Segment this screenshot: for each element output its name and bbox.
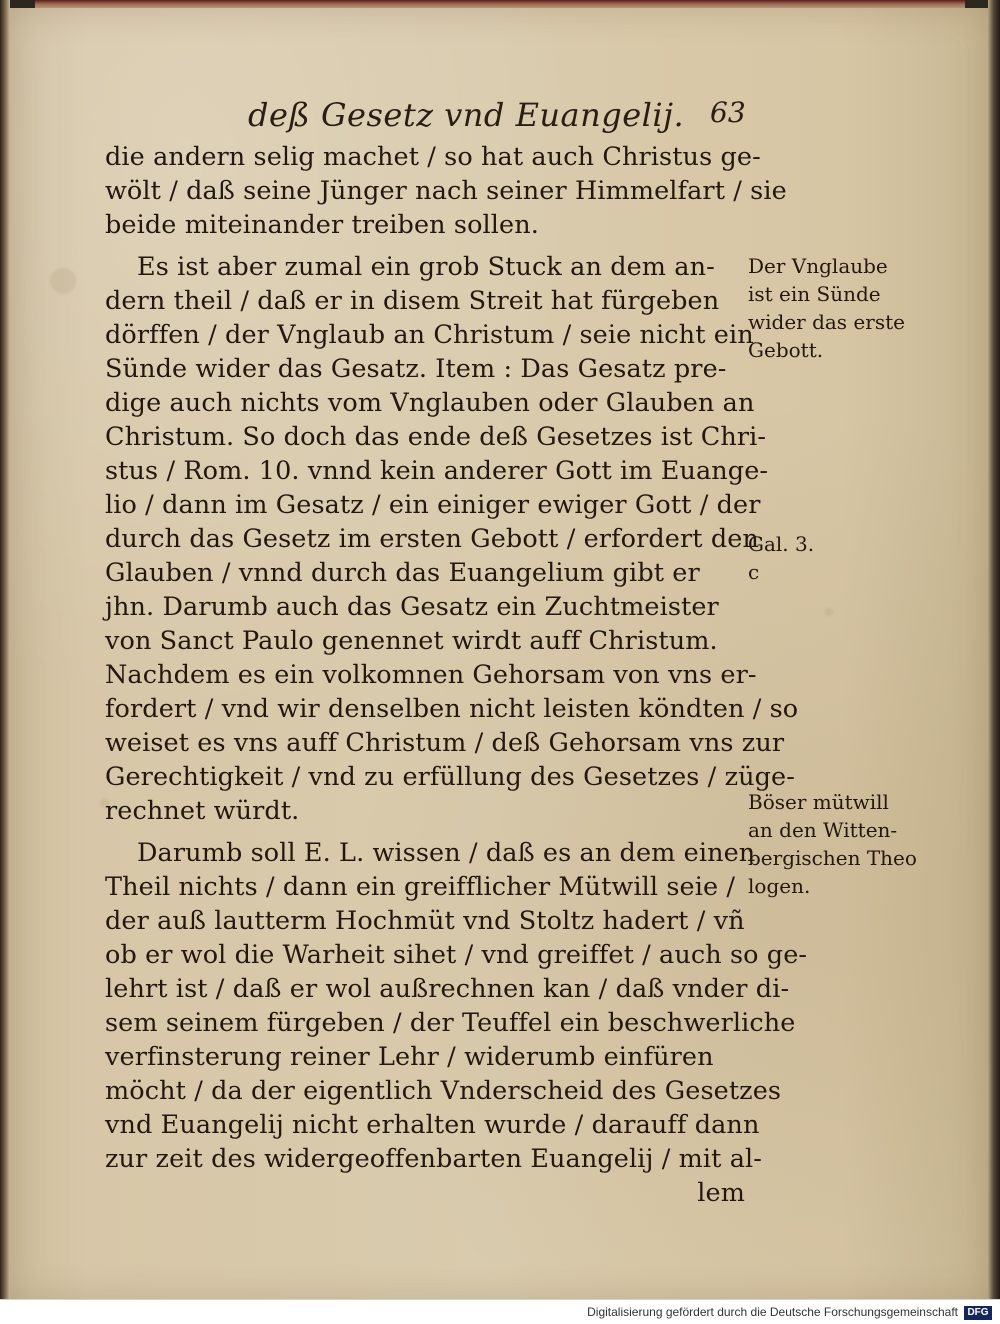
page-number: 63 xyxy=(710,96,746,129)
book-right-edge xyxy=(988,0,1000,1324)
text-line: weiset es vns auff Christum / deß Gehorsam vns zur xyxy=(105,728,785,758)
funding-credit: Digitalisierung gefördert durch die Deutsche Forschungsgemeinschaft xyxy=(587,1305,958,1319)
text-line: lio / dann im Gesatz / ein einiger ewiger Gott / der xyxy=(105,490,761,520)
text-line: möcht / da der eigentlich Vnderscheid des Gesetzes xyxy=(105,1076,782,1106)
margin-note-wittenberg xyxy=(748,788,918,900)
text-line: Gerechtigkeit / vnd zu erfüllung des Gesetzes / züge- xyxy=(105,762,795,792)
text-line: Nachdem es ein volkomnen Gehorsam von vns er- xyxy=(105,660,757,690)
margin-line: Böser mütwill xyxy=(748,790,889,814)
viewer-footer xyxy=(0,1299,1000,1324)
margin-line: logen. xyxy=(748,874,811,898)
text-line: fordert / vnd wir denselben nicht leisten köndten / so xyxy=(105,694,799,724)
margin-line: Gal. 3. xyxy=(748,532,815,556)
text-line: beide miteinander treiben sollen. xyxy=(105,210,539,240)
text-line: rechnet würdt. xyxy=(105,796,300,826)
running-head: deß Gesetz vnd Euangelij. xyxy=(248,96,685,134)
text-line: Darumb soll E. L. wissen / daß es an dem einen xyxy=(137,838,756,868)
text-line: Sünde wider das Gesatz. Item : Das Gesatz pre- xyxy=(105,354,727,384)
margin-line: Gebott. xyxy=(748,338,824,362)
text-line: zur zeit des widergeoffenbarten Euangelij / mit al- xyxy=(105,1144,762,1174)
text-line: jhn. Darumb auch das Gesatz ein Zuchtmeister xyxy=(105,592,719,622)
text-line: ob er wol die Warheit sihet / vnd greiffet / auch so ge- xyxy=(105,940,808,970)
text-line: dern theil / daß er in disem Streit hat fürgeben xyxy=(105,286,720,316)
scanned-page xyxy=(10,8,988,1300)
text-line: lehrt ist / daß er wol außrechnen kan / daß vnder di- xyxy=(105,974,790,1004)
margin-line: wider das erste xyxy=(748,310,905,334)
text-line: die andern selig machet / so hat auch Christus ge- xyxy=(105,142,761,172)
margin-line: an den Witten- xyxy=(748,818,898,842)
text-line: verfinsterung reiner Lehr / widerumb einfüren xyxy=(105,1042,714,1072)
text-line: von Sanct Paulo genennet wirdt auff Christum. xyxy=(105,626,718,656)
text-line: Glauben / vnnd durch das Euangelium gibt er xyxy=(105,558,700,588)
text-line: sem seinem fürgeben / der Teuffel ein beschwerliche xyxy=(105,1008,796,1038)
catchword: lem xyxy=(697,1178,745,1208)
text-line: Theil nichts / dann ein greifflicher Mütwill seie / xyxy=(105,872,736,902)
text-line: durch das Gesetz im ersten Gebott / erfordert den xyxy=(105,524,759,554)
text-line: vnd Euangelij nicht erhalten wurde / darauff dann xyxy=(105,1110,760,1140)
text-line: der auß lautterm Hochmüt vnd Stoltz hadert / vñ xyxy=(105,906,745,936)
paper-stain xyxy=(825,608,833,616)
text-line: stus / Rom. 10. vnnd kein anderer Gott im Euange- xyxy=(105,456,769,486)
text-line: Christum. So doch das ende deß Gesetzes ist Chri- xyxy=(105,422,767,452)
paper-stain xyxy=(50,268,76,294)
text-line: wölt / daß seine Jünger nach seiner Himmelfart / sie xyxy=(105,176,787,206)
margin-line: ist ein Sünde xyxy=(748,282,881,306)
margin-note-galatians xyxy=(748,530,918,586)
margin-note-unbelief xyxy=(748,252,918,364)
margin-line: Der Vnglaube xyxy=(748,254,888,278)
book-left-edge xyxy=(0,0,10,1324)
text-line: Es ist aber zumal ein grob Stuck an dem an- xyxy=(137,252,715,282)
dfg-logo: DFG xyxy=(964,1306,992,1320)
text-line: dörffen / der Vnglaub an Christum / seie nicht ein xyxy=(105,320,754,350)
margin-line: c xyxy=(748,560,760,584)
paragraph-gap xyxy=(105,242,745,250)
margin-line: bergischen Theo xyxy=(748,846,917,870)
paragraph-gap xyxy=(105,828,745,836)
text-line: dige auch nichts vom Vnglauben oder Glauben an xyxy=(105,388,755,418)
